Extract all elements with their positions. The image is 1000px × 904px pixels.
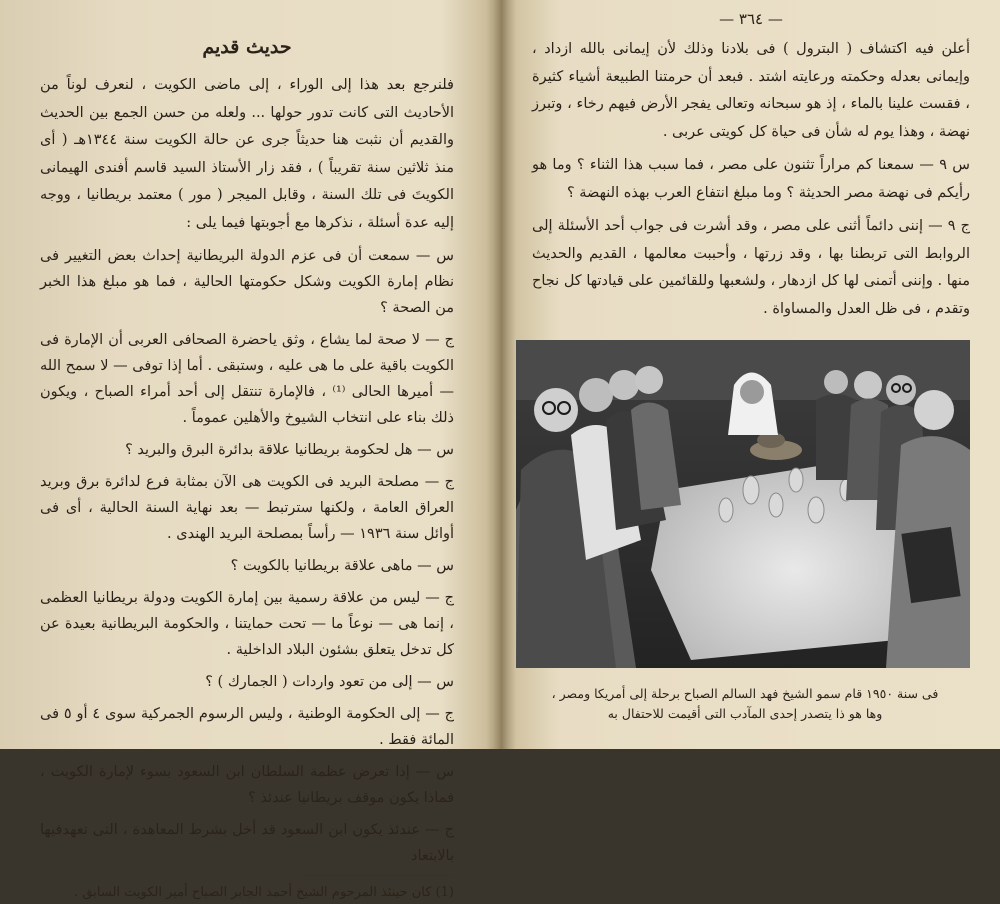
- paragraph: س — سمعت أن فى عزم الدولة البريطانية إحداث بعض التغيير فى نظام إمارة الكويت وشكل حكومتها الحالية ، فما هو مبلغ هذا الخبر من الصحة ؟: [40, 248, 454, 316]
- photo-caption: [520, 684, 970, 724]
- paragraph: س — ماهى علاقة بريطانيا بالكويت ؟: [230, 558, 454, 574]
- paragraph: س — هل لحكومة بريطانيا علاقة بدائرة البرق والبريد ؟: [125, 442, 454, 458]
- footnote: (1) كان حينئذ المرحوم الشيخ أحمد الجابر الصباح أمير الكويت السابق .: [74, 885, 454, 900]
- paragraph: ج — ليس من علاقة رسمية بين إمارة الكويت ودولة بريطانيا العظمى ، إنما هى — نوعاً ما — تحت حمايتنا ، والحكومة البريطانية بعيدة عن كل تدخل يتعلق بشئون البلاد الداخلية .: [40, 590, 454, 658]
- paragraph: ج — لا صحة لما يشاع ، وثق ياحضرة الصحافى العربى أن الإمارة فى الكويت باقية على ما هى عليه ، وستبقى . أما إذا توفى — لا سمح الله — أميرها الحالى ⁽¹⁾ ، فالإمارة تنتقل إلى أحد أمراء الصباح ، ويكون ذلك بناء على انتخاب الشيوخ والأهلين عموماً .: [40, 332, 454, 426]
- paragraph: أعلن فيه اكتشاف ( البترول ) فى بلادنا وذلك لأن إيمانى بالله ازداد ، وإيمانى بعدله وحكمته ورعايته اشتد . فبعد أن حرمتنا الطبيعة أشياء كثيرة ، فقست علينا بالماء ، إذ هو سبحانه وتعالى يفجر الأرض فيهم رخاء ، وتبرز نهضة ، وهذا يوم له شأن فى حياة كل كويتى عربى .: [532, 41, 970, 140]
- paragraph: س ٩ — سمعنا كم مراراً تثنون على مصر ، فما سبب هذا الثناء ؟ وما هو رأيكم فى نهضة مصر الحديثة ؟ وما مبلغ انتفاع العرب بهذه النهضة ؟: [532, 157, 971, 201]
- paragraph: ج — مصلحة البريد فى الكويت هى الآن بمثابة فرع لدائرة برق وبريد العراق العامة ، ولكنها سترتبط — بعد نهاية السنة الحالية ، أى فى أوائل سنة ١٩٣٦ — رأساً بمصلحة البريد الهندى .: [40, 474, 454, 542]
- paragraph: فلنرجع بعد هذا إلى الوراء ، إلى ماضى الكويت ، لنعرف لوناً من الأحاديث التى كانت تدور حولها ... ولعله من حسن الجمع بين الحديث والقديم أن نثبت هنا حديثاً جرى عن حالة الكويت سنة ١٣٤٤هـ ( أى منذ ثلاثين سنة تقريباً ) ، فقد زار الأستاذ السيد قاسم أفندى الهيمانى الكويتَ فى تلك السنة ، وقابل الميجر ( مور ) معتمد بريطانيا ، ووجه إليه عدة أسئلة ، نذكرها مع أجوبتها فيما يلى :: [40, 77, 454, 231]
- banquet-photo: [516, 340, 970, 668]
- footnote-divider: [304, 875, 454, 876]
- caption-line: فى سنة ١٩٥٠ قام سمو الشيخ فهد السالم الصباح برحلة إلى أمريكا ومصر ،: [551, 686, 939, 701]
- paragraph: س — إذا تعرض عظمة السلطان ابن السعود بسوء لإمارة الكويت ، فماذا يكون موقف بريطانيا عندئذ ؟: [40, 764, 454, 806]
- left-page: [0, 0, 494, 900]
- section-title: حديث قديم: [202, 36, 292, 58]
- paragraph: ج ٩ — إننى دائماً أثنى على مصر ، وقد أشرت فى جواب أحد الأسئلة إلى الروابط التى تربطنا بها ، وقد زرتها ، وأحببت معالمها ، القديم والحديث منها . وإننى أتمنى لها كل ازدهار ، ولشعبها وللقائمين على قيادتها كل نجاح وتقدم ، فى ظل العدل والمساواة .: [532, 218, 970, 317]
- paragraph: ج — إلى الحكومة الوطنية ، وليس الرسوم الجمركية سوى ٤ أو ٥ فى المائة فقط .: [40, 706, 454, 748]
- caption-line: وها هو ذا يتصدر إحدى المآدب التى أقيمت للاحتفال به: [607, 706, 883, 721]
- paragraph: س — إلى من تعود واردات ( الجمارك ) ؟: [205, 674, 454, 690]
- paragraph: ج — عندئذ يكون ابن السعود قد أخل بشرط المعاهدة ، التى تعهدفيها بالابتعاد: [40, 822, 454, 864]
- banquet-photo-drawing: [516, 340, 970, 668]
- book-spine: [486, 0, 516, 749]
- page-number: — ٣٦٤ —: [719, 10, 783, 28]
